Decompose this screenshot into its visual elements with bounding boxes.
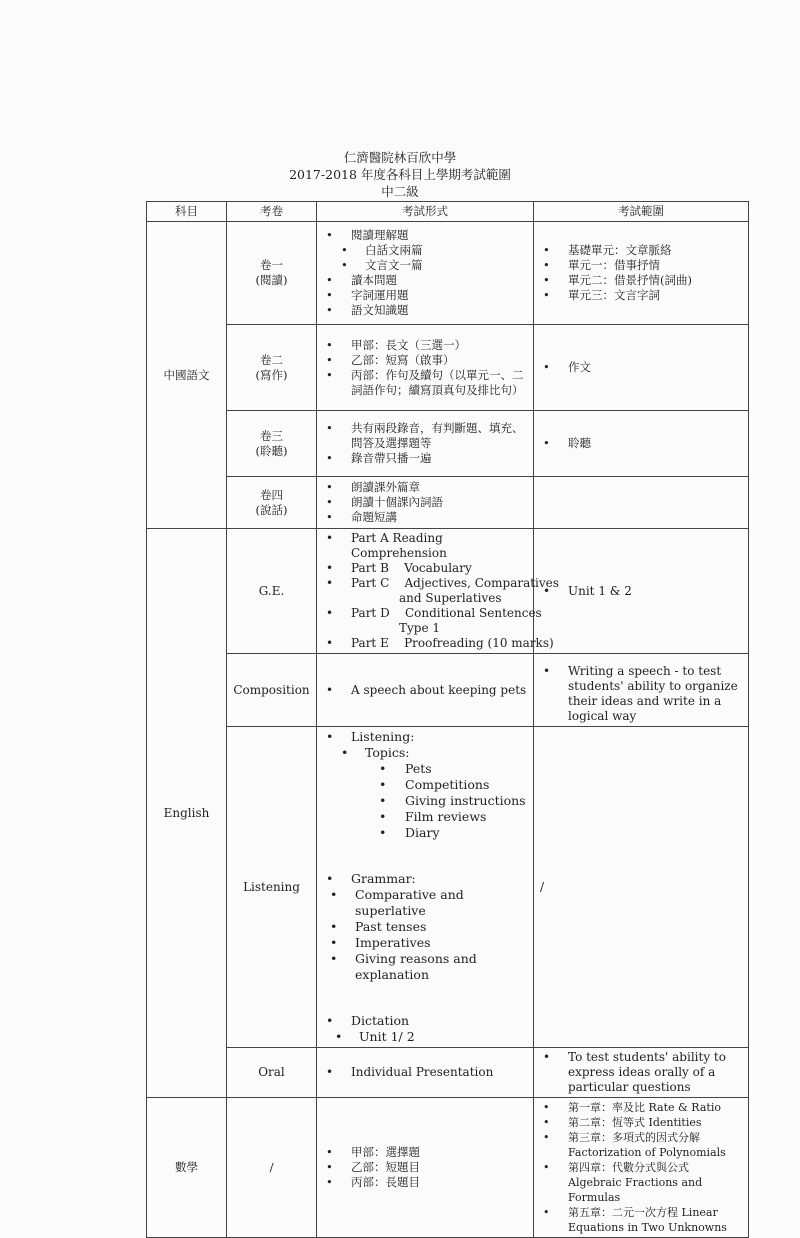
list-item: • Comparative and superlative xyxy=(325,887,529,919)
list-item: • Unit 1/ 2 xyxy=(315,1029,529,1045)
table-row xyxy=(147,1098,749,1238)
list-item: • 錄音帶只播一遍 xyxy=(321,451,529,466)
list-item: • Listening: xyxy=(321,729,529,745)
list-item: • 丙部：長題目 xyxy=(321,1175,529,1190)
list-item: • 基礎單元：文章脈絡 xyxy=(538,243,744,258)
list-item: • 第三章：多項式的因式分解 Factorization of Polynomials xyxy=(538,1130,744,1160)
list-item: • Part D Conditional Sentences xyxy=(321,606,529,621)
col-format: 考試形式 xyxy=(317,202,534,222)
list-item-continuation: and Superlatives xyxy=(399,591,502,605)
list-item: • 命題短講 xyxy=(321,510,529,525)
paper-sublabel: (聆聽) xyxy=(255,443,288,458)
table-row xyxy=(147,727,749,1048)
paper-cell: Oral xyxy=(227,1048,317,1098)
scope-cell xyxy=(534,529,749,654)
table-row xyxy=(147,654,749,727)
list-item: • 字詞運用題 xyxy=(321,288,529,303)
list-item: • 丙部：作句及續句（以單元一、二詞語作句；續寫頂真句及排比句） xyxy=(321,368,529,398)
scope-cell xyxy=(534,477,749,529)
paper-cell: Composition xyxy=(227,654,317,727)
list-item: • A speech about keeping pets xyxy=(321,683,529,698)
list-item: • Writing a speech - to test students' ability to organize their ideas and write in a logical way xyxy=(538,664,744,724)
list-item: • Diary xyxy=(321,825,529,841)
grade-label: 中二級 xyxy=(381,184,419,199)
list-item: • Giving instructions xyxy=(321,793,529,809)
table-row xyxy=(147,411,749,477)
paper-cell xyxy=(227,325,317,411)
col-scope: 考試範圍 xyxy=(534,202,749,222)
list-item: • 第五章：二元一次方程 Linear Equations in Two Unknowns xyxy=(538,1205,744,1235)
list-item: • 白話文兩篇 xyxy=(321,243,529,258)
list-item: • 單元一：借事抒情 xyxy=(538,258,744,273)
format-cell xyxy=(317,727,534,1048)
list-item: • 讀本問題 xyxy=(321,273,529,288)
list-item: • Pets xyxy=(321,761,529,777)
list-item: • 文言文一篇 xyxy=(321,258,529,273)
exam-scope-table xyxy=(146,201,749,1238)
paper-cell: / xyxy=(227,1098,317,1238)
list-item: • Competitions xyxy=(321,777,529,793)
paper-label: 卷三 xyxy=(260,428,283,443)
paper-label: 卷四 xyxy=(260,487,283,502)
list-item: • 語文知識題 xyxy=(321,303,529,318)
list-item: • Part B Vocabulary xyxy=(321,561,529,576)
scope-cell xyxy=(534,654,749,727)
list-item: • 第二章：恆等式 Identities xyxy=(538,1115,744,1130)
format-cell xyxy=(317,477,534,529)
format-cell xyxy=(317,325,534,411)
list-item: • Part A Reading Comprehension xyxy=(321,531,529,561)
list-item: • Part E Proofreading (10 marks) xyxy=(321,636,529,651)
list-item: • Imperatives xyxy=(325,935,529,951)
subject-english: English xyxy=(147,529,227,1098)
paper-cell xyxy=(227,477,317,529)
paper-cell: G.E. xyxy=(227,529,317,654)
list-item: • 單元二：借景抒情(詞曲) xyxy=(538,273,744,288)
list-item: • 閱讀理解題 xyxy=(321,228,529,243)
format-cell xyxy=(317,1098,534,1238)
list-item: • 單元三：文言字詞 xyxy=(538,288,744,303)
scope-cell xyxy=(534,222,749,325)
table-row xyxy=(147,529,749,654)
list-item: • Individual Presentation xyxy=(321,1065,529,1080)
table-row xyxy=(147,222,749,325)
list-item: • Part C Adjectives, Comparatives xyxy=(321,576,529,591)
list-item: • 朗讀十個課內詞語 xyxy=(321,495,529,510)
paper-label: 卷二 xyxy=(260,352,283,367)
list-item: • 甲部：選擇題 xyxy=(321,1145,529,1160)
table-row xyxy=(147,325,749,411)
list-item: • 作文 xyxy=(538,360,744,375)
paper-label: 卷一 xyxy=(260,258,283,272)
format-cell xyxy=(317,529,559,654)
col-paper: 考卷 xyxy=(227,202,317,222)
scope-cell xyxy=(534,1048,749,1098)
list-item: • Past tenses xyxy=(325,919,529,935)
format-cell xyxy=(317,411,534,477)
list-item: • Dictation xyxy=(321,1013,529,1029)
header-row xyxy=(147,202,749,222)
scope-cell: / xyxy=(534,727,749,1048)
paper-sublabel: (寫作) xyxy=(255,367,288,382)
format-cell xyxy=(317,1048,534,1098)
paper-cell xyxy=(227,222,317,325)
scope-cell xyxy=(534,325,749,411)
school-name: 仁濟醫院林百欣中學 xyxy=(343,150,457,165)
format-cell xyxy=(317,654,534,727)
list-item-continuation: Type 1 xyxy=(399,621,441,635)
list-item: • Giving reasons and explanation xyxy=(325,951,529,983)
list-item: • 第一章：率及比 Rate & Ratio xyxy=(538,1100,744,1115)
list-item: • 乙部：短寫（啟事） xyxy=(321,353,529,368)
paper-cell xyxy=(227,411,317,477)
subject-math: 數學 xyxy=(147,1098,227,1238)
list-item: • 甲部：長文（三選一） xyxy=(321,338,529,353)
list-item: • Film reviews xyxy=(321,809,529,825)
list-item: • Unit 1 & 2 xyxy=(538,584,744,599)
document-title: 2017-2018 年度各科目上學期考試範圍 xyxy=(289,167,511,182)
list-item: • To test students' ability to express ideas orally of a particular questions xyxy=(538,1050,744,1095)
subject-chinese: 中國語文 xyxy=(147,222,227,529)
paper-cell: Listening xyxy=(227,727,317,1048)
format-cell xyxy=(317,222,534,325)
list-item: • 共有兩段錄音，有判斷題、填充、問答及選擇題等 xyxy=(321,421,529,451)
list-item: • 聆聽 xyxy=(538,436,744,451)
paper-sublabel: (說話) xyxy=(255,502,288,517)
paper-sublabel: (閱讀) xyxy=(255,273,288,287)
list-item: • Grammar: xyxy=(321,871,529,887)
col-subject: 科目 xyxy=(147,202,227,222)
list-item: • 朗讀課外篇章 xyxy=(321,480,529,495)
table-row xyxy=(147,477,749,529)
list-item: • 第四章：代數分式與公式 Algebraic Fractions and Formulas xyxy=(538,1160,744,1205)
list-item: • 乙部：短題目 xyxy=(321,1160,529,1175)
scope-cell xyxy=(534,1098,749,1238)
scope-cell xyxy=(534,411,749,477)
table-row xyxy=(147,1048,749,1098)
list-item: • Topics: xyxy=(321,745,529,761)
